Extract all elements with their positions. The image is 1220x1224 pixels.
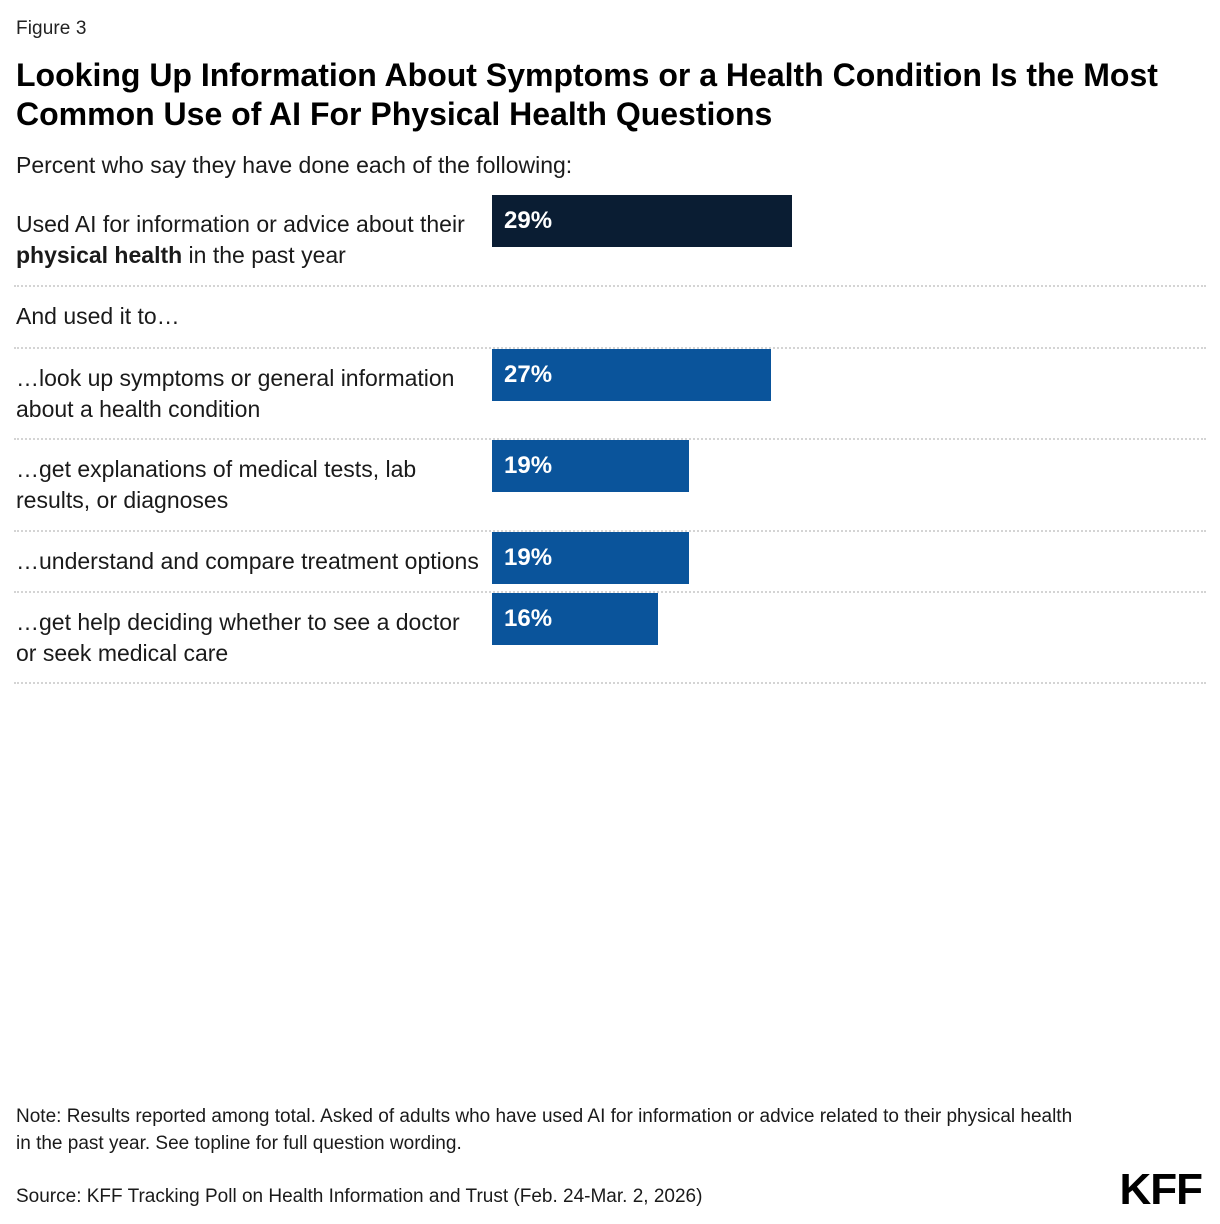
table-row [14,349,1206,441]
row-label-text-post: in the past year [182,241,346,268]
bar-value-label: 16% [504,604,553,632]
table-row [14,593,1206,685]
bar [492,349,771,401]
chart-footer [14,1104,1206,1214]
bar-area [492,532,1206,584]
bar [492,532,689,584]
section-header-row [14,287,1206,349]
bar-value-label: 27% [504,360,553,388]
row-label: …understand and compare treatment options [16,547,479,574]
note-text: Note: Results reported among total. Asked of adults who have used AI for information or advice related to their physical health in the past year. See topline for full question wording. [16,1105,1073,1154]
source-row [14,1164,1206,1214]
row-label: …look up symptoms or general information about a health condition [16,364,455,422]
table-row [14,440,1206,532]
source-text: Source: KFF Tracking Poll on Health Information and Trust (Feb. 24-Mar. 2, 2026) [16,1186,703,1207]
bar-area [492,195,1206,247]
figure-label: Figure 3 [16,18,87,39]
bar [492,593,658,645]
section-label: And used it to… [16,303,180,330]
row-label [14,195,492,285]
row-label-text-bold: physical health [16,241,183,268]
bar-value-label: 19% [504,543,553,571]
bar-area [492,349,1206,401]
table-row [14,195,1206,287]
page-title: Looking Up Information About Symptoms or a Health Condition Is the Most Common Use of AI For Physical Health Questions [16,57,1158,133]
row-label-text-pre: Used AI for information or advice about their [16,211,465,238]
bar-area [492,593,1206,645]
kff-logo: KFF [1119,1164,1202,1214]
bar-value-label: 19% [504,452,553,480]
bar-area [492,440,1206,492]
bar [492,440,689,492]
row-label: …get explanations of medical tests, lab results, or diagnoses [16,456,417,514]
bar-value-label: 29% [504,207,553,235]
table-row [14,532,1206,593]
chart-subtitle: Percent who say they have done each of the following: [16,152,573,179]
row-label: …get help deciding whether to see a doctor or seek medical care [16,608,460,666]
bar-chart [14,195,1206,684]
bar [492,195,792,247]
